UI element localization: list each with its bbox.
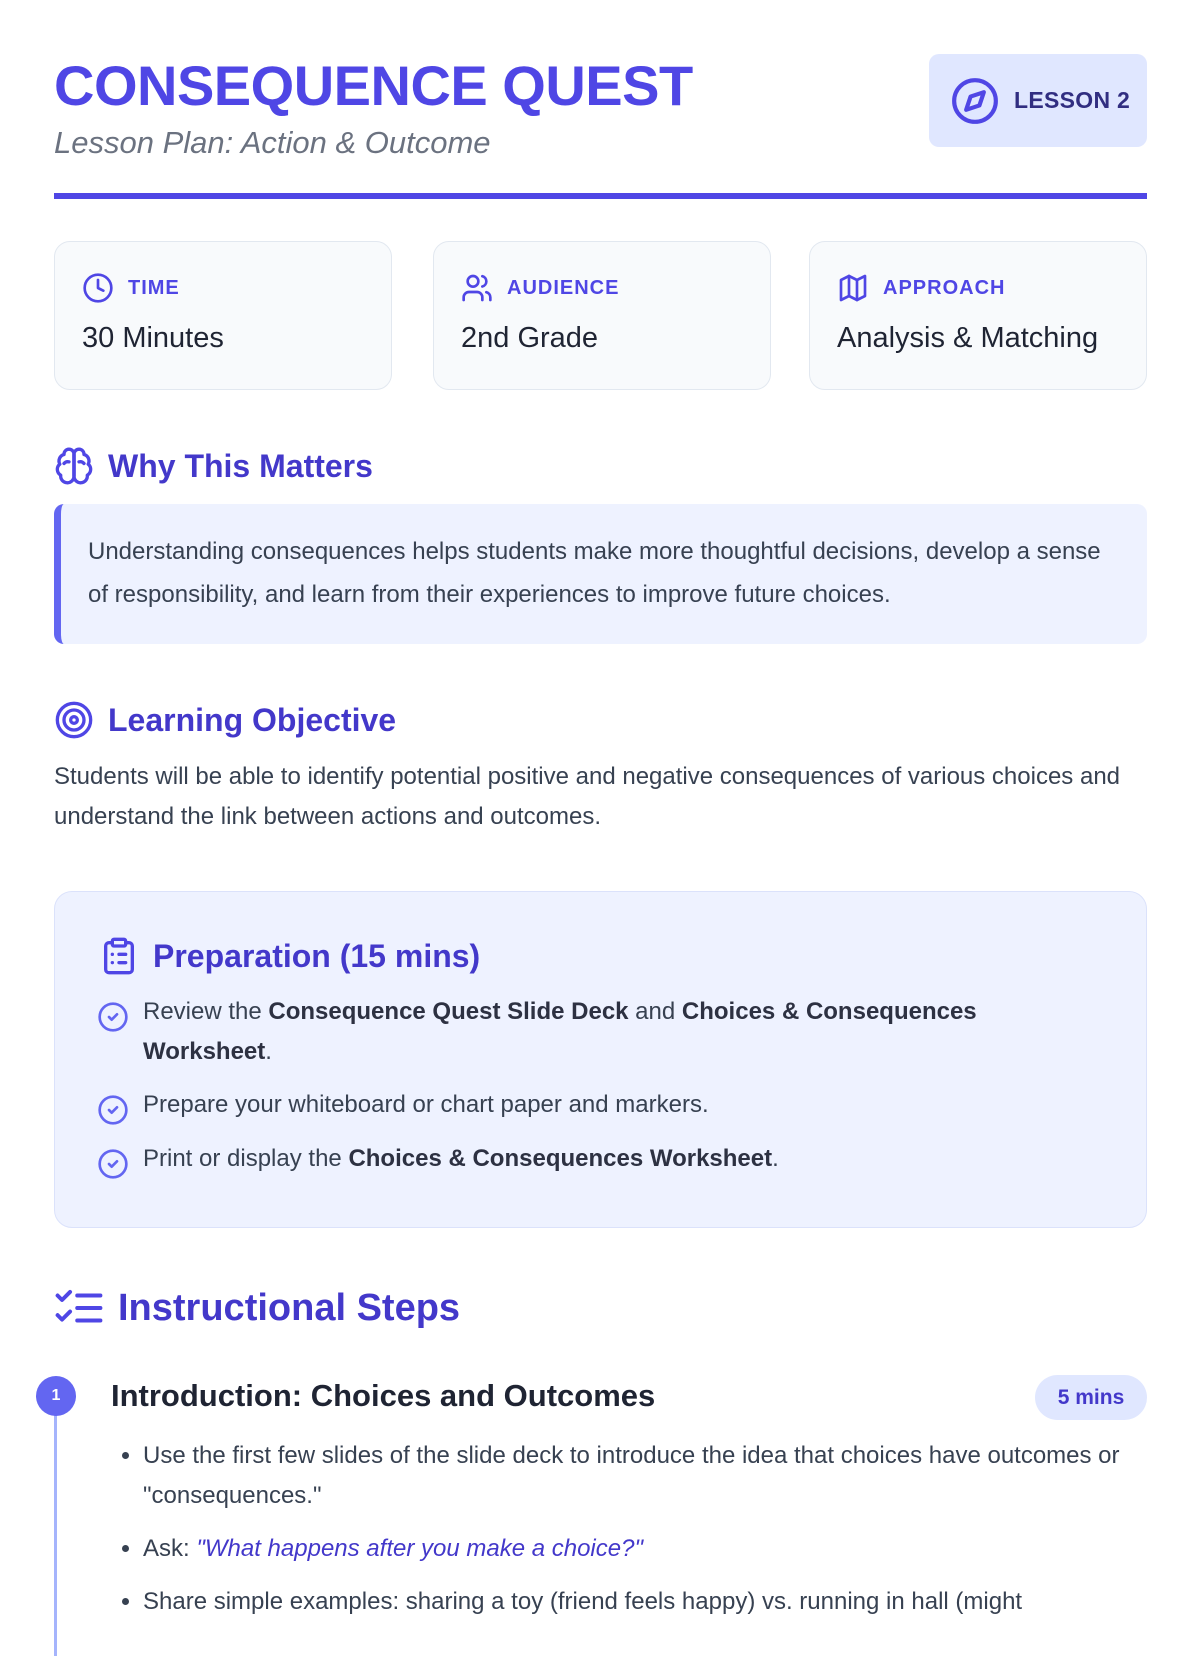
why-heading-text: Why This Matters	[108, 447, 373, 484]
check-circle-icon	[97, 1094, 129, 1126]
map-icon	[837, 272, 869, 304]
step-title: Introduction: Choices and Outcomes	[111, 1378, 656, 1413]
clipboard-icon	[99, 936, 139, 976]
preparation-heading	[99, 936, 480, 976]
preparation-heading-text: Preparation (15 mins)	[153, 937, 481, 974]
info-card-value: 30 Minutes	[82, 322, 224, 354]
objective-heading	[54, 700, 396, 740]
list-item: • Use the first few slides of the slide deck to introduce the idea that choices have outcomes or "consequences."	[143, 1436, 1143, 1516]
step-bullets	[143, 1436, 1143, 1635]
target-icon	[54, 700, 94, 740]
info-card-label: TIME	[128, 276, 180, 299]
compass-icon	[950, 76, 1000, 126]
resource-name: Choices & Consequences Worksheet	[143, 998, 977, 1065]
lesson-plan-page	[51, 0, 1147, 1615]
info-cards	[54, 241, 1147, 390]
page-subtitle: Lesson Plan: Action & Outcome	[54, 125, 491, 160]
info-card-value: Analysis & Matching	[837, 322, 1099, 354]
step-1	[51, 1376, 1147, 1636]
check-circle-icon	[97, 1001, 129, 1033]
resource-name: Consequence Quest Slide Deck	[268, 998, 629, 1025]
header	[54, 0, 1147, 200]
users-icon	[461, 272, 493, 304]
why-callout: Understanding consequences helps students make more thoughtful decisions, develop a sense of responsibility, and learn from their experiences to improve future choices.	[54, 504, 1147, 644]
steps-heading	[54, 1286, 460, 1330]
resource-name: Choices & Consequences Worksheet	[348, 1145, 773, 1172]
list-item: Print or display the Choices & Consequences Worksheet.	[97, 1139, 1107, 1180]
steps-heading-text: Instructional Steps	[118, 1286, 461, 1329]
list-item: • Share simple examples: sharing a toy (friend feels happy) vs. running in hall (might	[143, 1582, 1143, 1622]
preparation-panel	[54, 891, 1147, 1228]
list-item: • Ask: "What happens after you make a choice?"	[143, 1529, 1143, 1569]
info-card-label: APPROACH	[883, 276, 1006, 299]
lesson-badge	[929, 54, 1147, 147]
list-checks-icon	[54, 1286, 104, 1330]
info-card-approach	[809, 241, 1147, 390]
why-heading	[54, 446, 373, 486]
list-item: Prepare your whiteboard or chart paper and markers.	[97, 1085, 1107, 1126]
teacher-question: "What happens after you make a choice?"	[196, 1535, 643, 1562]
page-title: CONSEQUENCE QUEST	[54, 54, 693, 117]
info-card-time	[54, 241, 392, 390]
objective-text: Students will be able to identify potential positive and negative consequences of various choices and understand the link between actions and outcomes.	[54, 763, 1121, 830]
objective-heading-text: Learning Objective	[108, 701, 397, 738]
list-item: Review the Consequence Quest Slide Deck and Choices & Consequences Worksheet.	[97, 992, 1107, 1072]
step-duration-badge: 5 mins	[1035, 1375, 1147, 1420]
preparation-list	[97, 992, 1107, 1193]
check-circle-icon	[97, 1148, 129, 1180]
timeline-line	[54, 1396, 57, 1656]
info-card-value: 2nd Grade	[461, 322, 599, 354]
info-card-label: AUDIENCE	[507, 276, 620, 299]
lesson-badge-label: LESSON 2	[1014, 87, 1131, 113]
brain-icon	[54, 446, 94, 486]
clock-icon	[82, 272, 114, 304]
info-card-audience	[433, 241, 771, 390]
step-number: 1	[36, 1376, 76, 1416]
header-divider	[54, 193, 1147, 199]
